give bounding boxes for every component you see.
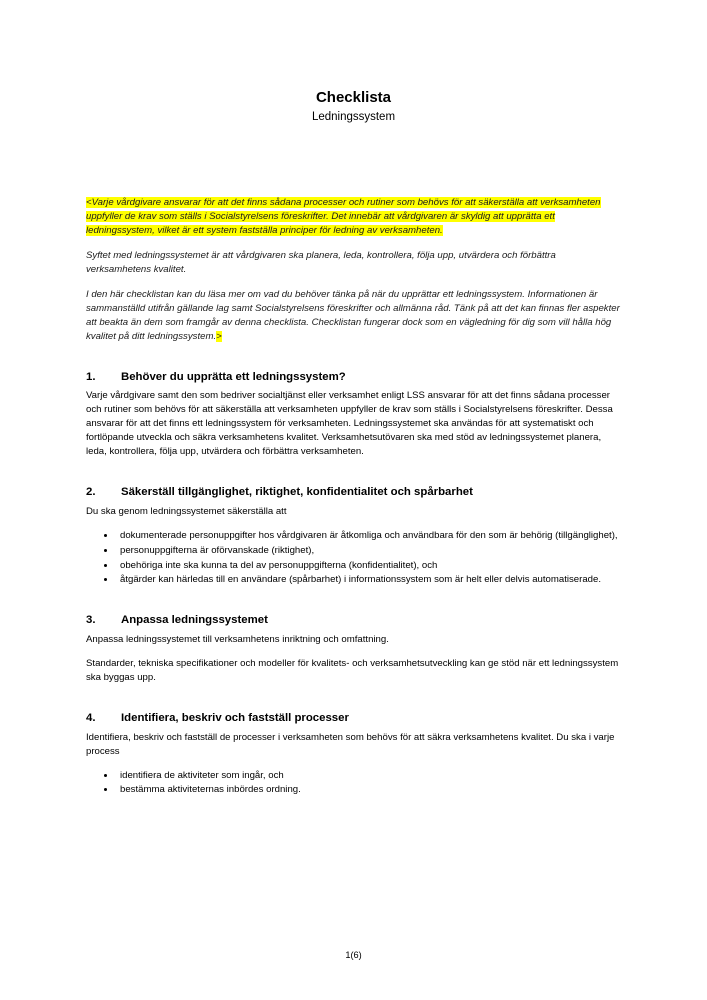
section-2-bullet-list — [86, 529, 621, 588]
list-item: • dokumenterade personuppgifter hos vårdgivaren är åtkomliga och användbara för den som är behörig (tillgänglighet), — [116, 529, 621, 543]
section-heading-2 — [86, 485, 621, 500]
page-title: Checklista — [315, 89, 392, 106]
intro-block — [86, 196, 621, 343]
list-item: • personuppgifterna är oförvanskade (riktighet), — [116, 544, 621, 558]
section-1-paragraph-1: Varje vårdgivare samt den som bedriver socialtjänst eller verksamhet enligt LSS ansvarar för att det finns sådana processer och rutiner som behövs för att säkerställa att verksamheten uppfyller de krav som ställs i Socialstyrelsens föreskrifter. Dessa ansvarar för att det finns ett ledningssystem för verksamheten. Ledningssystemet ska användas för att systematiskt och fortlöpande utveckla och säkra verksamhetens kvalitet. Verksamhetsutövaren ska med stöd av ledningssystemet planera, leda, kontrollera, följa upp, utvärdera och förbättra verksamheten. — [86, 390, 613, 458]
list-item: • obehöriga inte ska kunna ta del av personuppgifterna (konfidentialitet), och — [116, 559, 621, 573]
page-subtitle: Ledningssystem — [311, 110, 396, 123]
list-item: • identifiera de aktiviteter som ingår, och — [116, 769, 621, 783]
section-title-2: Säkerställ tillgänglighet, riktighet, konfidentialitet och spårbarhet — [121, 485, 473, 498]
intro-paragraph-3-text: I den här checklistan kan du läsa mer om vad du behöver tänka på när du upprättar ett ledningssystem. Informationen är sammanställd utifrån gällande lag samt Socialstyrelsens föreskrifter och allmänna råd. Tänk på att det kan finnas fler aspekter att beakta än dem som framgår av denna checklista. Checklistan fungerar dock som en vägledning för dig som vill hålla hög kvalitet på ditt ledningssystem. — [86, 288, 620, 342]
page-footer: 1(6) — [345, 950, 362, 960]
list-item: • åtgärder kan härledas till en användare (spårbarhet) i informationssystem som är helt eller delvis automatiserade. — [116, 573, 621, 587]
section-4-paragraph-1: Identifiera, beskriv och fastställ de processer i verksamheten som behövs för att säkra verksamhetens kvalitet. Du ska i varje process — [86, 731, 615, 757]
section-4-bullet-list — [86, 769, 621, 798]
intro-paragraph-2: Syftet med ledningssystemet är att vårdgivaren ska planera, leda, kontrollera, följa upp, utvärdera och förbättra verksamhetens kvalitet. — [86, 250, 556, 276]
section-heading-3 — [86, 613, 621, 628]
intro-paragraph-3 — [86, 288, 621, 344]
section-heading-1 — [86, 370, 621, 385]
intro-paragraph-1 — [86, 196, 621, 238]
section-3-paragraph-1: Anpassa ledningssystemet till verksamhetens inriktning och omfattning. — [86, 634, 389, 646]
intro-open-marker: < — [86, 197, 92, 209]
intro-close-marker: > — [216, 330, 222, 342]
intro-paragraph-1-text: Varje vårdgivare ansvarar för att det finns sådana processer och rutiner som behövs för att säkerställa att verksamheten uppfyller de krav som ställs i Socialstyrelsens föreskrifter. Det innebär att vårdgivaren är skyldig att upprätta ett ledningssystem, vilket är ett system fastställa principer för ledning av verksamheten. — [86, 197, 601, 237]
section-number-1: 1. — [86, 370, 96, 383]
section-2-paragraph-1: Du ska genom ledningssystemet säkerställa att — [86, 505, 287, 517]
section-number-3: 3. — [86, 614, 96, 627]
section-number-2: 2. — [86, 485, 96, 498]
section-heading-4 — [86, 711, 621, 726]
list-item: • bestämma aktiviteternas inbördes ordning. — [116, 783, 621, 797]
section-number-4: 4. — [86, 711, 96, 724]
section-3-paragraph-2: Standarder, tekniska specifikationer och modeller för kvalitets- och verksamhetsutveckling kan ge stöd när ett ledningssystem ska byggas upp. — [86, 658, 619, 683]
section-title-1: Behöver du upprätta ett ledningssystem? — [121, 370, 346, 383]
section-title-4: Identifiera, beskriv och fastställ processer — [121, 711, 349, 724]
section-title-3: Anpassa ledningssystemet — [121, 614, 268, 627]
